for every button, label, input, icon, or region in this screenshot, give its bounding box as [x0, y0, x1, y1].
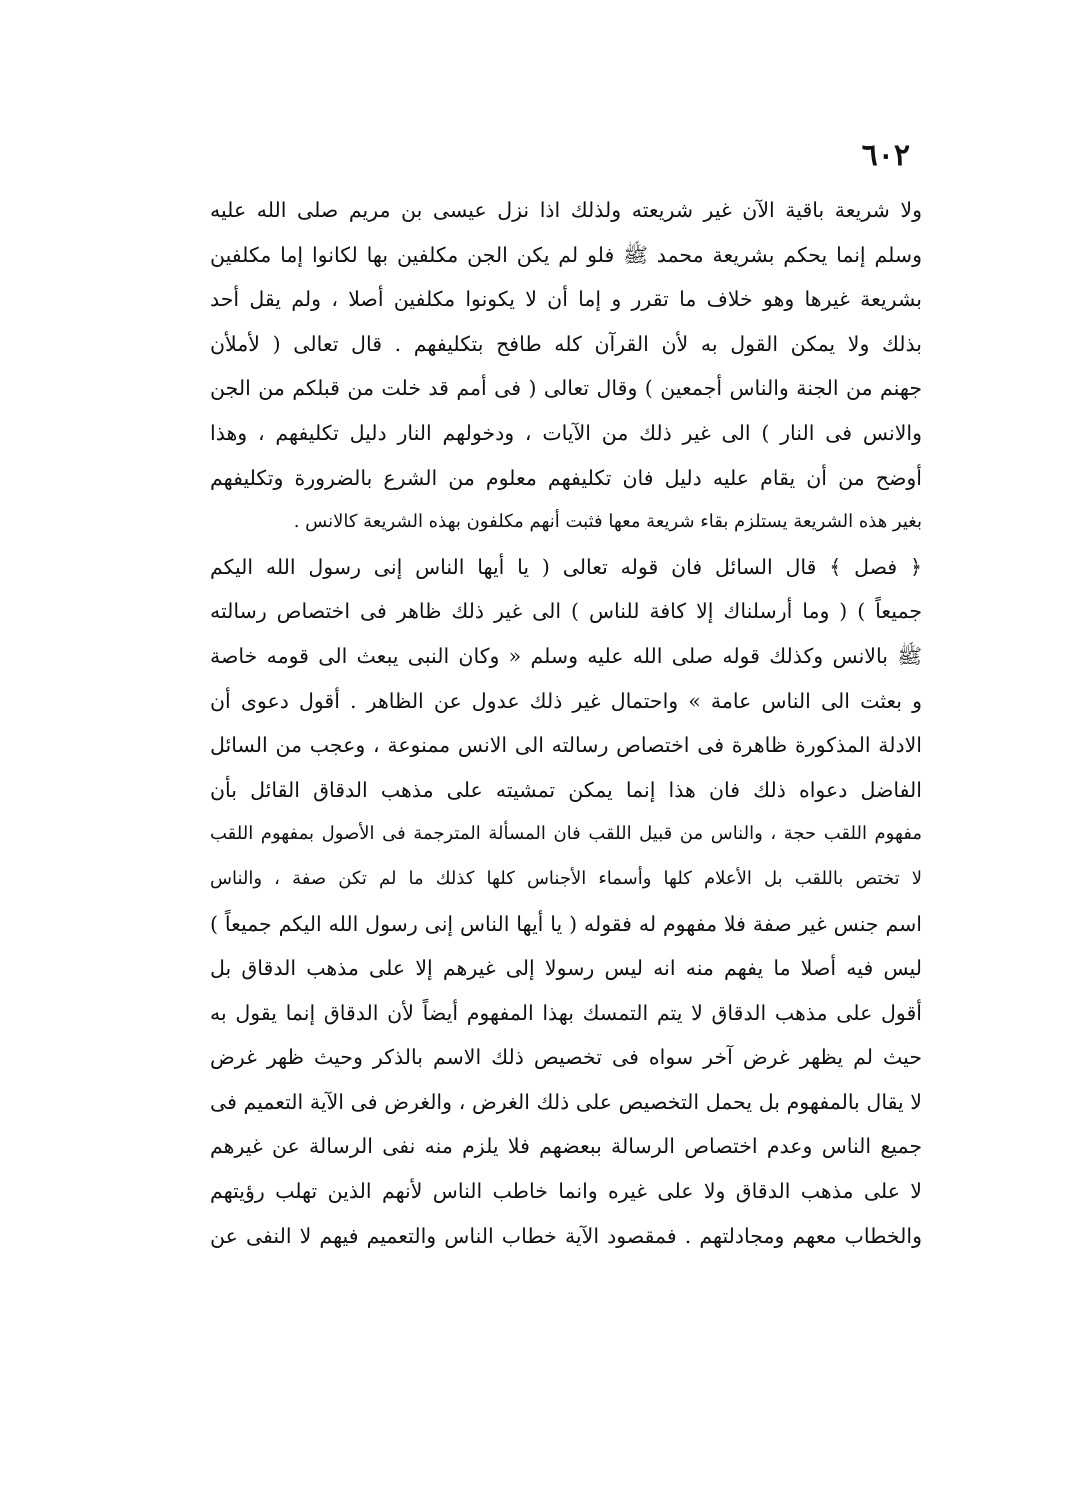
text-line: بشريعة غيرها وهو خلاف ما تقرر و إما أن لا يكونوا مكلفين أصلا ، ولم يقل أحد — [210, 287, 922, 312]
text-line: جميعاً ) ( وما أرسلناك إلا كافة للناس ) الى غير ذلك ظاهر فى اختصاص رسالته — [210, 599, 922, 624]
text-line: مفهوم اللقب حجة ، والناس من قبيل اللقب فان المسألة المترجمة فى الأصول بمفهوم اللقب — [210, 823, 922, 845]
page-number: ٦٠٢ — [861, 138, 910, 173]
text-line: حيث لم يظهر غرض آخر سواه فى تخصيص ذلك الاسم بالذكر وحيث ظهر غرض — [210, 1045, 922, 1070]
text-line: لا على مذهب الدقاق ولا على غيره وانما خاطب الناس لأنهم الذين تهلب رؤيتهم — [210, 1179, 922, 1204]
body-text — [210, 188, 922, 1258]
text-line: جميع الناس وعدم اختصاص الرسالة ببعضهم فلا يلزم منه نفى الرسالة عن غيرهم — [210, 1134, 922, 1159]
section-heading-line: ﴿ فصل ﴾ قال السائل فان قوله تعالى ( يا أيها الناس إنى رسول الله اليكم — [210, 554, 922, 579]
text-line: و بعثت الى الناس عامة » واحتمال غير ذلك عدول عن الظاهر . أقول دعوى أن — [210, 688, 922, 713]
text-line: اسم جنس غير صفة فلا مفهوم له فقوله ( يا أيها الناس إنى رسول الله اليكم جميعاً ) — [210, 911, 922, 936]
text-line: جهنم من الجنة والناس أجمعين ) وقال تعالى ( فى أمم قد خلت من قبلكم من الجن — [210, 376, 922, 401]
text-line: والخطاب معهم ومجادلتهم . فمقصود الآية خطاب الناس والتعميم فيهم لا النفى عن — [210, 1223, 922, 1248]
text-line: والانس فى النار ) الى غير ذلك من الآيات ، ودخولهم النار دليل تكليفهم ، وهذا — [210, 420, 922, 445]
text-line: بذلك ولا يمكن القول به لأن القرآن كله طافح بتكليفهم . قال تعالى ( لأملأن — [210, 331, 922, 356]
text-line: الادلة المذكورة ظاهرة فى اختصاص رسالته الى الانس ممنوعة ، وعجب من السائل — [210, 733, 922, 758]
text-line: لا يقال بالمفهوم بل يحمل التخصيص على ذلك الغرض ، والغرض فى الآية التعميم فى — [210, 1089, 922, 1114]
text-line: بغير هذه الشريعة يستلزم بقاء شريعة معها فثبت أنهم مكلفون بهذه الشريعة كالانس . — [293, 511, 922, 533]
text-line: ولا شريعة باقية الآن غير شريعته ولذلك اذا نزل عيسى بن مريم صلى الله عليه — [210, 198, 922, 222]
text-line: أقول على مذهب الدقاق لا يتم التمسك بهذا المفهوم أيضاً لأن الدقاق إنما يقول به — [210, 1000, 922, 1025]
text-line: وسلم إنما يحكم بشريعة محمد ﷺ فلو لم يكن الجن مكلفين بها لكانوا إما مكلفين — [210, 242, 922, 267]
text-line: ليس فيه أصلا ما يفهم منه انه ليس رسولا إلى غيرهم إلا على مذهب الدقاق بل — [210, 956, 922, 981]
text-line: ﷺ بالانس وكذلك قوله صلى الله عليه وسلم « وكان النبى يبعث الى قومه خاصة — [210, 643, 922, 668]
text-line: الفاضل دعواه ذلك فان هذا إنما يمكن تمشيته على مذهب الدقاق القائل بأن — [210, 777, 922, 802]
text-line: لا تختص باللقب بل الأعلام كلها وأسماء الأجناس كلها كذلك ما لم تكن صفة ، والناس — [210, 867, 922, 889]
text-line: أوضح من أن يقام عليه دليل فان تكليفهم معلوم من الشرع بالضرورة وتكليفهم — [210, 465, 922, 490]
